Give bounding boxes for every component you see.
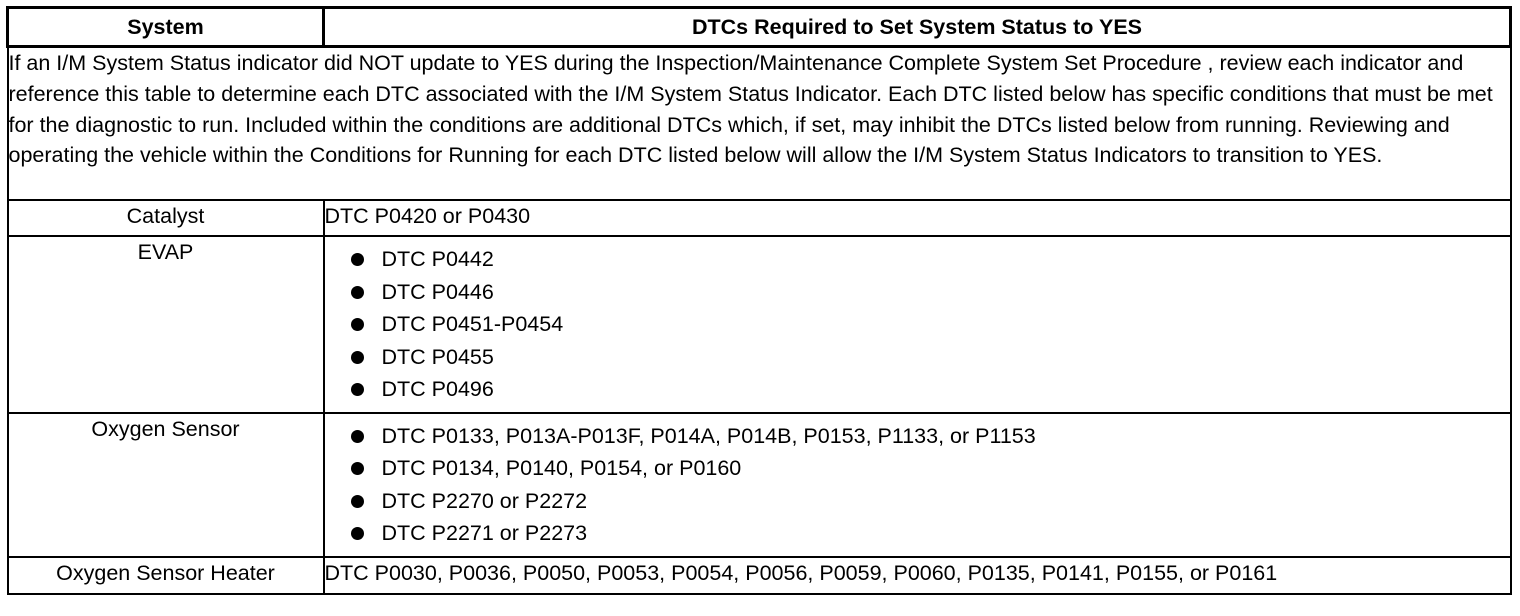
dtc-item-text: DTC P0134, P0140, P0154, or P0160 xyxy=(381,456,742,480)
bullet-icon xyxy=(351,495,364,508)
dtc-cell-catalyst: DTC P0420 or P0430 xyxy=(324,200,1511,236)
bullet-icon xyxy=(351,430,364,443)
bullet-icon xyxy=(351,253,364,266)
bullet-icon xyxy=(351,351,364,364)
dtc-list-oxygen-sensor xyxy=(325,414,1510,556)
system-cell-catalyst: Catalyst xyxy=(8,200,324,236)
list-item xyxy=(343,341,1510,374)
dtc-item-text: DTC P0451-P0454 xyxy=(381,312,564,336)
list-item xyxy=(343,243,1510,276)
system-cell-evap: EVAP xyxy=(8,236,324,413)
table-row-oxygen-sensor-heater xyxy=(8,557,1511,594)
system-cell-oxygen-sensor: Oxygen Sensor xyxy=(8,413,324,557)
dtc-item-text: DTC P0133, P013A-P013F, P014A, P014B, P0153, P1133, or P1153 xyxy=(381,423,1036,448)
intro-text: If an I/M System Status indicator did NOT update to YES during the Inspection/Maintenance Complete System Set Procedure , review each indicator and reference this table to determine each DTC associated with the I/M System Status Indicator. Each DTC listed below has specific conditions that must be met for the diagnostic to run. Included within the conditions are additional DTCs which, if set, may inhibit the DTCs listed below from running. Reviewing and operating the vehicle within the Conditions for Running for each DTC listed below will allow the I/M System Status Indicators to transition to YES. xyxy=(8,47,1511,201)
table-row-catalyst xyxy=(8,200,1511,236)
list-item xyxy=(343,373,1510,406)
header-system: System xyxy=(8,8,324,47)
list-item xyxy=(343,517,1510,550)
dtc-item-text: DTC P0496 xyxy=(381,377,494,401)
bullet-icon xyxy=(351,318,364,331)
bullet-icon xyxy=(351,462,364,475)
bullet-icon xyxy=(351,286,364,299)
dtc-item-text: DTC P2271 or P2273 xyxy=(381,521,588,545)
dtc-cell-oxygen-sensor xyxy=(324,413,1511,557)
dtc-item-text: DTC P0446 xyxy=(381,279,494,304)
dtc-list-evap xyxy=(325,237,1510,412)
dtc-item-text: DTC P0442 xyxy=(381,247,494,271)
system-cell-oxygen-sensor-heater: Oxygen Sensor Heater xyxy=(8,557,324,594)
list-item xyxy=(343,276,1510,309)
dtc-cell-evap xyxy=(324,236,1511,413)
dtc-item-text: DTC P0455 xyxy=(381,344,494,369)
header-dtcs: DTCs Required to Set System Status to YES xyxy=(324,8,1511,47)
dtc-status-table xyxy=(6,6,1512,595)
bullet-icon xyxy=(351,383,364,396)
list-item xyxy=(343,485,1510,518)
intro-row xyxy=(8,47,1511,201)
table-header-row xyxy=(8,8,1511,47)
dtc-cell-oxygen-sensor-heater: DTC P0030, P0036, P0050, P0053, P0054, P0056, P0059, P0060, P0135, P0141, P0155, or P0161 xyxy=(324,557,1511,594)
list-item xyxy=(343,452,1510,485)
table-row-oxygen-sensor xyxy=(8,413,1511,557)
list-item xyxy=(343,420,1510,453)
list-item xyxy=(343,308,1510,341)
table-row-evap xyxy=(8,236,1511,413)
bullet-icon xyxy=(351,527,364,540)
dtc-item-text: DTC P2270 or P2272 xyxy=(381,488,588,513)
